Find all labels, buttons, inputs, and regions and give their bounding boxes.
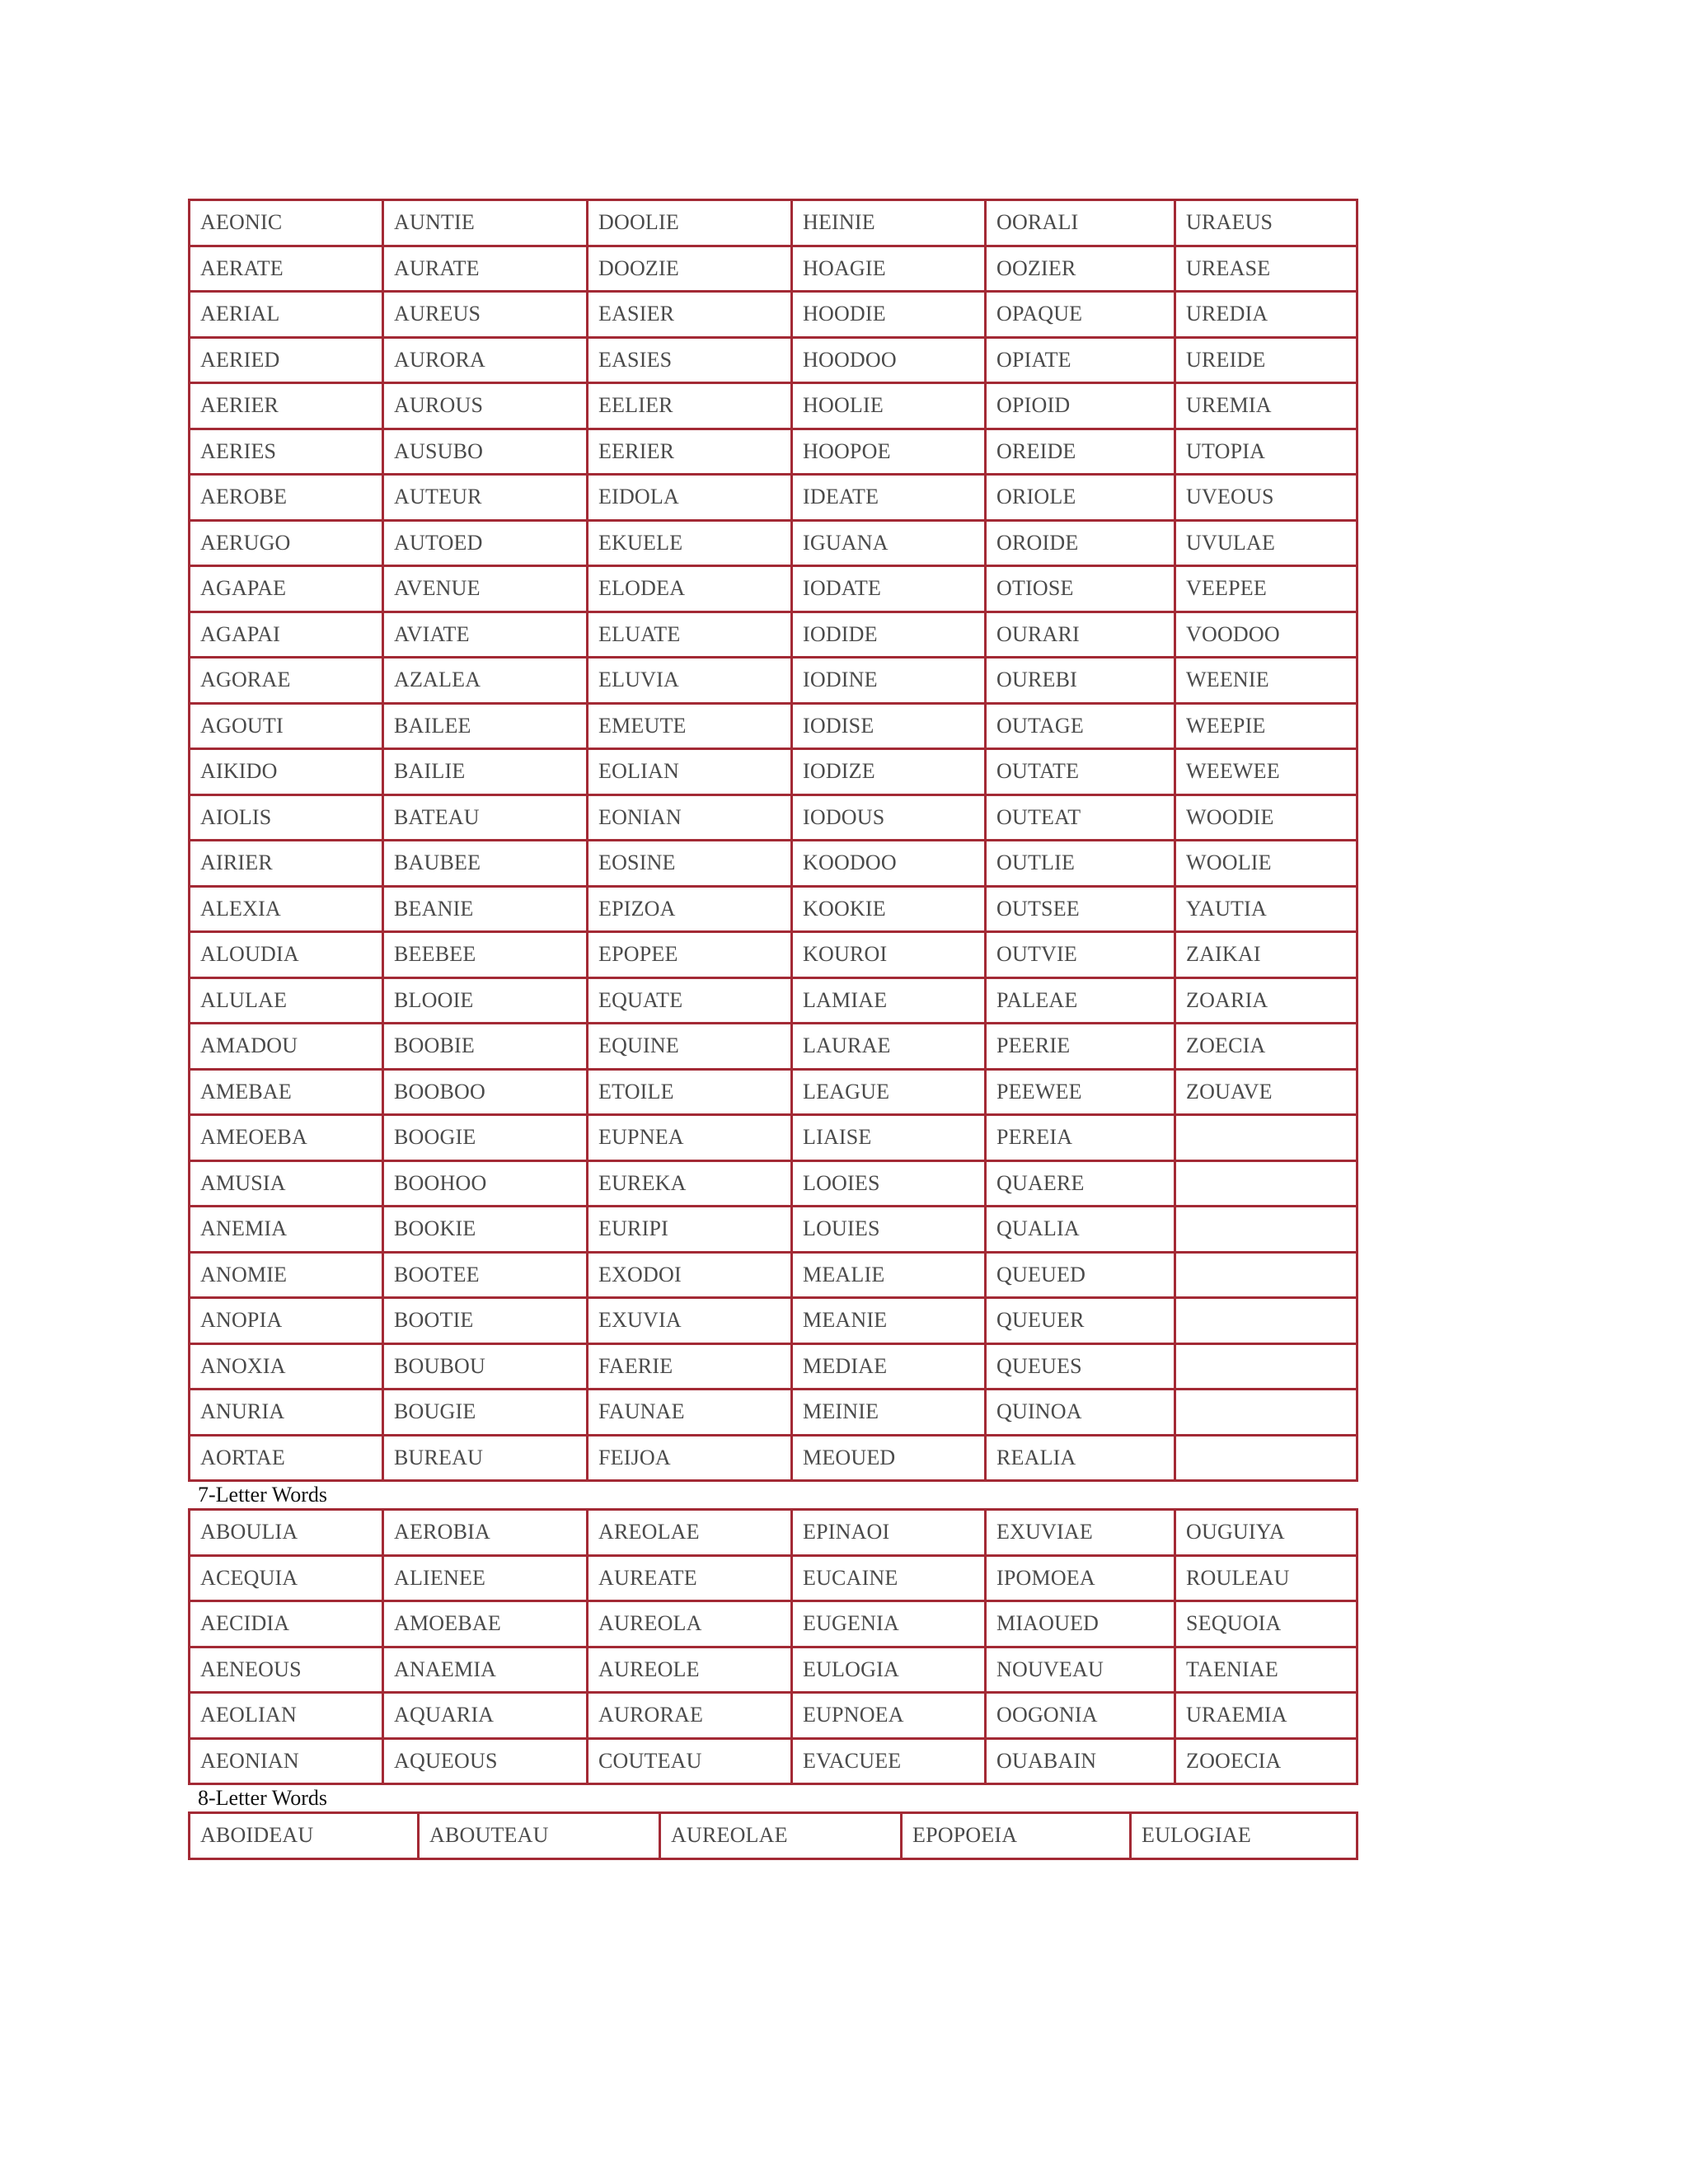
word-cell: QUALIA bbox=[986, 1207, 1175, 1253]
word-cell: ANOMIE bbox=[190, 1252, 383, 1298]
word-cell: URAEUS bbox=[1175, 200, 1357, 246]
word-cell: EOSINE bbox=[588, 841, 792, 887]
word-cell: AURORAE bbox=[588, 1693, 792, 1739]
table-row bbox=[190, 1298, 1357, 1344]
word-cell: EXODOI bbox=[588, 1252, 792, 1298]
word-cell: AEONIC bbox=[190, 200, 383, 246]
word-cell: EPOPOEIA bbox=[902, 1813, 1131, 1859]
word-cell: IODIDE bbox=[792, 612, 986, 658]
word-cell: EURIPI bbox=[588, 1207, 792, 1253]
word-cell: HOODOO bbox=[792, 337, 986, 383]
word-cell: OUGUIYA bbox=[1175, 1510, 1357, 1556]
word-cell: AURORA bbox=[383, 337, 588, 383]
word-cell: ZAIKAI bbox=[1175, 932, 1357, 978]
word-cell: OPAQUE bbox=[986, 292, 1175, 338]
word-cell: BAILEE bbox=[383, 703, 588, 749]
word-cell: URAEMIA bbox=[1175, 1693, 1357, 1739]
word-cell: AUREOLAE bbox=[660, 1813, 902, 1859]
word-cell: OUTAGE bbox=[986, 703, 1175, 749]
word-cell: BOUGIE bbox=[383, 1390, 588, 1436]
word-cell: YAUTIA bbox=[1175, 886, 1357, 932]
word-cell: ZOARIA bbox=[1175, 977, 1357, 1024]
word-cell: UTOPIA bbox=[1175, 429, 1357, 475]
word-cell: AGOUTI bbox=[190, 703, 383, 749]
word-cell: IGUANA bbox=[792, 520, 986, 566]
word-cell: AENEOUS bbox=[190, 1647, 383, 1693]
word-cell: EQUATE bbox=[588, 977, 792, 1024]
word-cell: ANOPIA bbox=[190, 1298, 383, 1344]
word-cell: ALEXIA bbox=[190, 886, 383, 932]
word-cell: ZOOECIA bbox=[1175, 1738, 1357, 1784]
word-cell: QUINOA bbox=[986, 1390, 1175, 1436]
word-cell: BOOHOO bbox=[383, 1160, 588, 1207]
word-cell: IPOMOEA bbox=[986, 1555, 1175, 1601]
word-cell: WOOLIE bbox=[1175, 841, 1357, 887]
word-cell: OPIATE bbox=[986, 337, 1175, 383]
word-cell: AQUARIA bbox=[383, 1693, 588, 1739]
table-row bbox=[190, 1207, 1357, 1253]
word-cell: BOUBOU bbox=[383, 1343, 588, 1390]
word-cell: QUEUER bbox=[986, 1298, 1175, 1344]
word-cell: OORALI bbox=[986, 200, 1175, 246]
word-cell: BAILIE bbox=[383, 749, 588, 795]
word-cell: LAMIAE bbox=[792, 977, 986, 1024]
table-row bbox=[190, 1435, 1357, 1481]
word-cell: LAURAE bbox=[792, 1024, 986, 1070]
word-cell: AGAPAI bbox=[190, 612, 383, 658]
word-cell: IODISE bbox=[792, 703, 986, 749]
word-cell: AERATE bbox=[190, 246, 383, 292]
word-cell: ANURIA bbox=[190, 1390, 383, 1436]
word-cell: IODINE bbox=[792, 658, 986, 704]
word-cell: BOOTIE bbox=[383, 1298, 588, 1344]
word-cell: UREMIA bbox=[1175, 383, 1357, 429]
word-cell: AMOEBAE bbox=[383, 1601, 588, 1647]
table-row bbox=[190, 566, 1357, 612]
table-row bbox=[190, 794, 1357, 841]
word-cell: UREIDE bbox=[1175, 337, 1357, 383]
word-cell: EUREKA bbox=[588, 1160, 792, 1207]
word-cell: AEONIAN bbox=[190, 1738, 383, 1784]
word-cell: EPINAOI bbox=[792, 1510, 986, 1556]
word-cell: AUROUS bbox=[383, 383, 588, 429]
eight-letter-heading: 8-Letter Words bbox=[198, 1786, 327, 1810]
word-cell: TAENIAE bbox=[1175, 1647, 1357, 1693]
table-row bbox=[190, 1510, 1357, 1556]
word-cell: AERIED bbox=[190, 337, 383, 383]
word-cell: OTIOSE bbox=[986, 566, 1175, 612]
word-cell: AMUSIA bbox=[190, 1160, 383, 1207]
word-cell: AMEOEBA bbox=[190, 1115, 383, 1161]
table-row bbox=[190, 337, 1357, 383]
word-cell: VOODOO bbox=[1175, 612, 1357, 658]
word-cell: KOOKIE bbox=[792, 886, 986, 932]
word-cell: HOODIE bbox=[792, 292, 986, 338]
word-cell bbox=[1175, 1390, 1357, 1436]
word-cell: AIOLIS bbox=[190, 794, 383, 841]
word-cell: EXUVIAE bbox=[986, 1510, 1175, 1556]
word-cell: BATEAU bbox=[383, 794, 588, 841]
word-cell: EULOGIAE bbox=[1131, 1813, 1357, 1859]
seven-letter-words-table bbox=[188, 1508, 1358, 1785]
word-cell: KOUROI bbox=[792, 932, 986, 978]
word-cell: EUPNEA bbox=[588, 1115, 792, 1161]
seven-letter-heading: 7-Letter Words bbox=[198, 1483, 327, 1507]
word-cell: ANAEMIA bbox=[383, 1647, 588, 1693]
word-cell: OUREBI bbox=[986, 658, 1175, 704]
table-row bbox=[190, 383, 1357, 429]
word-cell: ANEMIA bbox=[190, 1207, 383, 1253]
word-cell: OUTLIE bbox=[986, 841, 1175, 887]
word-cell: EKUELE bbox=[588, 520, 792, 566]
word-cell: AUTEUR bbox=[383, 475, 588, 521]
word-cell: WEEWEE bbox=[1175, 749, 1357, 795]
word-cell: DOOLIE bbox=[588, 200, 792, 246]
word-cell: ACEQUIA bbox=[190, 1555, 383, 1601]
table-row bbox=[190, 1813, 1357, 1859]
word-cell: OROIDE bbox=[986, 520, 1175, 566]
word-cell: AQUEOUS bbox=[383, 1738, 588, 1784]
word-cell: FAUNAE bbox=[588, 1390, 792, 1436]
word-cell: PEREIA bbox=[986, 1115, 1175, 1161]
word-cell: UVULAE bbox=[1175, 520, 1357, 566]
word-cell: AURATE bbox=[383, 246, 588, 292]
word-cell: AIKIDO bbox=[190, 749, 383, 795]
word-cell: MEANIE bbox=[792, 1298, 986, 1344]
word-cell: COUTEAU bbox=[588, 1738, 792, 1784]
word-cell: ANOXIA bbox=[190, 1343, 383, 1390]
word-cell: EUCAINE bbox=[792, 1555, 986, 1601]
word-cell: HEINIE bbox=[792, 200, 986, 246]
word-cell: BOOGIE bbox=[383, 1115, 588, 1161]
word-cell: IODIZE bbox=[792, 749, 986, 795]
table-row bbox=[190, 658, 1357, 704]
word-cell: BUREAU bbox=[383, 1435, 588, 1481]
word-cell: AGAPAE bbox=[190, 566, 383, 612]
word-cell: AERIES bbox=[190, 429, 383, 475]
word-cell: IDEATE bbox=[792, 475, 986, 521]
word-cell: LOUIES bbox=[792, 1207, 986, 1253]
word-cell: UREASE bbox=[1175, 246, 1357, 292]
word-cell: AUTOED bbox=[383, 520, 588, 566]
table-row bbox=[190, 1693, 1357, 1739]
table-row bbox=[190, 520, 1357, 566]
word-cell: EUPNOEA bbox=[792, 1693, 986, 1739]
word-cell: BOOBOO bbox=[383, 1069, 588, 1115]
word-cell: AUNTIE bbox=[383, 200, 588, 246]
word-cell bbox=[1175, 1298, 1357, 1344]
word-cell: WEENIE bbox=[1175, 658, 1357, 704]
word-cell: AUSUBO bbox=[383, 429, 588, 475]
word-cell: AUREATE bbox=[588, 1555, 792, 1601]
word-cell: PEEWEE bbox=[986, 1069, 1175, 1115]
table-row bbox=[190, 200, 1357, 246]
word-cell bbox=[1175, 1160, 1357, 1207]
word-cell: AIRIER bbox=[190, 841, 383, 887]
table-row bbox=[190, 246, 1357, 292]
table-row bbox=[190, 1024, 1357, 1070]
word-cell: HOOPOE bbox=[792, 429, 986, 475]
word-cell: DOOZIE bbox=[588, 246, 792, 292]
word-cell: MEDIAE bbox=[792, 1343, 986, 1390]
word-cell: PEERIE bbox=[986, 1024, 1175, 1070]
word-cell: EUGENIA bbox=[792, 1601, 986, 1647]
table-row bbox=[190, 1343, 1357, 1390]
word-cell: AVIATE bbox=[383, 612, 588, 658]
word-cell: ELODEA bbox=[588, 566, 792, 612]
word-cell: OUTSEE bbox=[986, 886, 1175, 932]
word-cell: UREDIA bbox=[1175, 292, 1357, 338]
word-cell: EPIZOA bbox=[588, 886, 792, 932]
table-row bbox=[190, 749, 1357, 795]
word-cell: AORTAE bbox=[190, 1435, 383, 1481]
word-cell: OPIOID bbox=[986, 383, 1175, 429]
word-cell: BEANIE bbox=[383, 886, 588, 932]
word-cell: AUREUS bbox=[383, 292, 588, 338]
word-cell: BAUBEE bbox=[383, 841, 588, 887]
word-cell: AUREOLE bbox=[588, 1647, 792, 1693]
word-cell: ABOULIA bbox=[190, 1510, 383, 1556]
word-cell: OURARI bbox=[986, 612, 1175, 658]
word-cell: LIAISE bbox=[792, 1115, 986, 1161]
table-row bbox=[190, 1069, 1357, 1115]
word-cell: WOODIE bbox=[1175, 794, 1357, 841]
table-row bbox=[190, 1252, 1357, 1298]
table-row bbox=[190, 1738, 1357, 1784]
table-row bbox=[190, 977, 1357, 1024]
word-cell bbox=[1175, 1252, 1357, 1298]
word-cell: ETOILE bbox=[588, 1069, 792, 1115]
word-cell: IODATE bbox=[792, 566, 986, 612]
word-cell: AEROBE bbox=[190, 475, 383, 521]
word-cell: EIDOLA bbox=[588, 475, 792, 521]
word-cell: BOOKIE bbox=[383, 1207, 588, 1253]
word-cell: VEEPEE bbox=[1175, 566, 1357, 612]
word-cell bbox=[1175, 1343, 1357, 1390]
word-cell: QUEUES bbox=[986, 1343, 1175, 1390]
word-cell: ABOIDEAU bbox=[190, 1813, 419, 1859]
word-cell: ALOUDIA bbox=[190, 932, 383, 978]
word-cell: EELIER bbox=[588, 383, 792, 429]
word-cell: LEAGUE bbox=[792, 1069, 986, 1115]
six-letter-words-table bbox=[188, 199, 1358, 1482]
word-cell: BOOBIE bbox=[383, 1024, 588, 1070]
word-cell: PALEAE bbox=[986, 977, 1175, 1024]
word-cell: OUTATE bbox=[986, 749, 1175, 795]
table-row bbox=[190, 1647, 1357, 1693]
word-cell: EONIAN bbox=[588, 794, 792, 841]
word-cell: EASIER bbox=[588, 292, 792, 338]
word-cell: AEROBIA bbox=[383, 1510, 588, 1556]
word-cell: MIAOUED bbox=[986, 1601, 1175, 1647]
word-cell: EASIES bbox=[588, 337, 792, 383]
word-cell: EOLIAN bbox=[588, 749, 792, 795]
word-cell: UVEOUS bbox=[1175, 475, 1357, 521]
word-cell: ELUATE bbox=[588, 612, 792, 658]
word-cell: SEQUOIA bbox=[1175, 1601, 1357, 1647]
table-row bbox=[190, 886, 1357, 932]
table-row bbox=[190, 703, 1357, 749]
word-cell: AECIDIA bbox=[190, 1601, 383, 1647]
word-cell: AREOLAE bbox=[588, 1510, 792, 1556]
word-cell: OOGONIA bbox=[986, 1693, 1175, 1739]
word-cell: HOAGIE bbox=[792, 246, 986, 292]
word-cell: OUABAIN bbox=[986, 1738, 1175, 1784]
word-cell: WEEPIE bbox=[1175, 703, 1357, 749]
word-cell: HOOLIE bbox=[792, 383, 986, 429]
word-cell: AERUGO bbox=[190, 520, 383, 566]
word-cell: AMADOU bbox=[190, 1024, 383, 1070]
word-cell: MEALIE bbox=[792, 1252, 986, 1298]
word-cell: AZALEA bbox=[383, 658, 588, 704]
table-row bbox=[190, 1115, 1357, 1161]
table-row bbox=[190, 841, 1357, 887]
word-cell: OREIDE bbox=[986, 429, 1175, 475]
word-cell: AMEBAE bbox=[190, 1069, 383, 1115]
word-cell: ZOECIA bbox=[1175, 1024, 1357, 1070]
word-cell: EERIER bbox=[588, 429, 792, 475]
word-cell: AVENUE bbox=[383, 566, 588, 612]
word-cell bbox=[1175, 1115, 1357, 1161]
word-cell: BLOOIE bbox=[383, 977, 588, 1024]
word-cell: AERIAL bbox=[190, 292, 383, 338]
word-cell: ALIENEE bbox=[383, 1555, 588, 1601]
word-cell: OUTEAT bbox=[986, 794, 1175, 841]
word-cell: EPOPEE bbox=[588, 932, 792, 978]
word-cell: ROULEAU bbox=[1175, 1555, 1357, 1601]
word-cell: FEIJOA bbox=[588, 1435, 792, 1481]
table-row bbox=[190, 1390, 1357, 1436]
word-cell: REALIA bbox=[986, 1435, 1175, 1481]
word-cell: NOUVEAU bbox=[986, 1647, 1175, 1693]
table-row bbox=[190, 612, 1357, 658]
word-cell bbox=[1175, 1207, 1357, 1253]
word-cell: BOOTEE bbox=[383, 1252, 588, 1298]
word-cell: EXUVIA bbox=[588, 1298, 792, 1344]
word-cell: OUTVIE bbox=[986, 932, 1175, 978]
word-cell: ZOUAVE bbox=[1175, 1069, 1357, 1115]
word-cell: EQUINE bbox=[588, 1024, 792, 1070]
table-row bbox=[190, 475, 1357, 521]
table-row bbox=[190, 1555, 1357, 1601]
word-cell: QUAERE bbox=[986, 1160, 1175, 1207]
word-cell: EMEUTE bbox=[588, 703, 792, 749]
word-cell: OOZIER bbox=[986, 246, 1175, 292]
table-row bbox=[190, 932, 1357, 978]
word-cell: EULOGIA bbox=[792, 1647, 986, 1693]
word-cell: AEOLIAN bbox=[190, 1693, 383, 1739]
word-cell: ELUVIA bbox=[588, 658, 792, 704]
word-cell: LOOIES bbox=[792, 1160, 986, 1207]
table-row bbox=[190, 292, 1357, 338]
word-cell: BEEBEE bbox=[383, 932, 588, 978]
table-row bbox=[190, 1160, 1357, 1207]
word-cell: AGORAE bbox=[190, 658, 383, 704]
word-cell: FAERIE bbox=[588, 1343, 792, 1390]
word-cell: ABOUTEAU bbox=[419, 1813, 660, 1859]
word-cell: AUREOLA bbox=[588, 1601, 792, 1647]
word-cell bbox=[1175, 1435, 1357, 1481]
word-cell: ALULAE bbox=[190, 977, 383, 1024]
word-list-sheet bbox=[188, 199, 1356, 1860]
table-row bbox=[190, 1601, 1357, 1647]
word-cell: KOODOO bbox=[792, 841, 986, 887]
word-cell: AERIER bbox=[190, 383, 383, 429]
word-cell: ORIOLE bbox=[986, 475, 1175, 521]
word-cell: QUEUED bbox=[986, 1252, 1175, 1298]
word-cell: MEINIE bbox=[792, 1390, 986, 1436]
word-cell: EVACUEE bbox=[792, 1738, 986, 1784]
word-cell: MEOUED bbox=[792, 1435, 986, 1481]
word-cell: IODOUS bbox=[792, 794, 986, 841]
eight-letter-words-table bbox=[188, 1811, 1358, 1860]
table-row bbox=[190, 429, 1357, 475]
